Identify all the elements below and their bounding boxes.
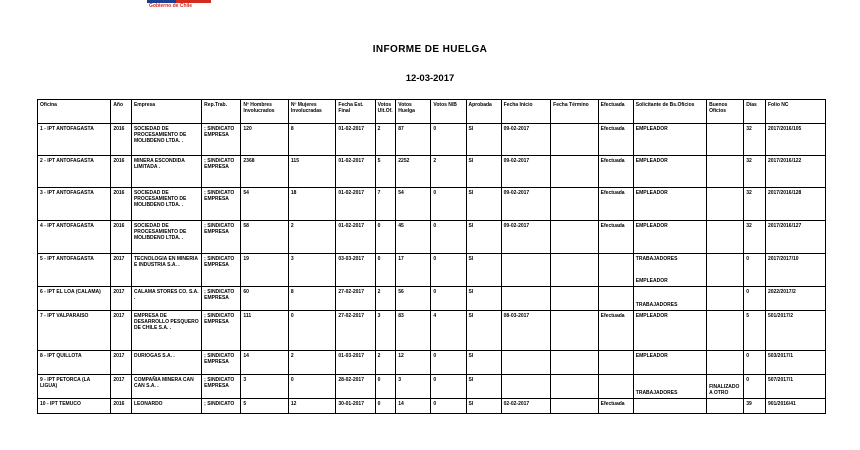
cell-empresa: COMPAÑIA MINERA CAN CAN S.A. . [131, 375, 201, 399]
table-header-row [38, 100, 826, 124]
cell-buenos-oficios [707, 221, 744, 254]
cell-aprobada: SI [466, 221, 501, 254]
cell-solicitante [633, 399, 706, 414]
cell-fecha-inicio: 09-02-2017 [501, 221, 551, 254]
cell-dias: 0 [744, 351, 766, 375]
cell-mujeres: 2 [288, 351, 336, 375]
cell-empresa: SOCIEDAD DE PROCESAMIENTO DE MOLIBDENO LTDA. . [131, 124, 201, 156]
cell-solicitante [633, 311, 706, 351]
cell-dias: 0 [744, 254, 766, 287]
cell-hombres: 5 [241, 399, 289, 414]
cell-votos-ult: 2 [375, 351, 396, 375]
cell-votos-nb: 0 [431, 287, 466, 311]
table-body [38, 124, 826, 414]
cell-oficina: 2 - IPT ANTOFAGASTA [38, 156, 111, 188]
cell-efectuada [598, 375, 633, 399]
solicitante-primary: EMPLEADOR [635, 158, 668, 164]
cell-hombres: 3 [241, 375, 289, 399]
table-row [38, 399, 826, 414]
cell-rep-trab: ; SINDICATO [202, 399, 241, 414]
cell-folio: 507/2017/1 [765, 375, 825, 399]
cell-hombres: 2368 [241, 156, 289, 188]
cell-rep-trab: ; SINDICATO EMPRESA [202, 375, 241, 399]
cell-dias: 32 [744, 124, 766, 156]
cell-buenos-oficios [707, 287, 744, 311]
column-header: Oficina [38, 100, 111, 124]
cell-buenos-oficios [707, 375, 744, 399]
cell-dias: 0 [744, 287, 766, 311]
cell-fecha-final: 27-02-2017 [336, 287, 375, 311]
cell-efectuada [598, 351, 633, 375]
cell-aprobada: SI [466, 399, 501, 414]
cell-anio: 2016 [111, 156, 132, 188]
column-header: Votos Ult.Of. [375, 100, 396, 124]
cell-solicitante [633, 221, 706, 254]
cell-votos-huelga: 83 [396, 311, 431, 351]
cell-mujeres: 3 [288, 254, 336, 287]
cell-fecha-termino [551, 287, 599, 311]
cell-efectuada [598, 287, 633, 311]
cell-fecha-final: 03-03-2017 [336, 254, 375, 287]
cell-votos-ult: 2 [375, 287, 396, 311]
column-header: Votos N/B [431, 100, 466, 124]
cell-oficina: 9 - IPT PETORCA (LA LIGUA) [38, 375, 111, 399]
cell-buenos-oficios [707, 156, 744, 188]
cell-votos-huelga: 14 [396, 399, 431, 414]
cell-fecha-final: 01-03-2017 [336, 351, 375, 375]
report-date: 12-03-2017 [405, 73, 455, 84]
cell-votos-huelga: 2252 [396, 156, 431, 188]
cell-mujeres: 0 [288, 311, 336, 351]
solicitante-primary: EMPLEADOR [635, 126, 668, 132]
cell-efectuada [598, 254, 633, 287]
solicitante-primary: EMPLEADOR [635, 353, 668, 359]
cell-mujeres: 2 [288, 221, 336, 254]
cell-solicitante [633, 287, 706, 311]
cell-dias: 32 [744, 156, 766, 188]
cell-votos-huelga: 56 [396, 287, 431, 311]
cell-votos-huelga: 87 [396, 124, 431, 156]
column-header: Folio NC [765, 100, 825, 124]
cell-fecha-termino [551, 375, 599, 399]
cell-votos-huelga: 54 [396, 188, 431, 221]
cell-empresa: EMPRESA DE DESARROLLO PESQUERO DE CHILE S.A. . [131, 311, 201, 351]
cell-rep-trab: ; SINDICATO EMPRESA [202, 311, 241, 351]
cell-votos-nb: 0 [431, 399, 466, 414]
cell-anio: 2016 [111, 124, 132, 156]
cell-empresa: CALAMA STORES CO. S.A. . [131, 287, 201, 311]
cell-solicitante [633, 124, 706, 156]
cell-fecha-termino [551, 311, 599, 351]
cell-aprobada: SI [466, 156, 501, 188]
table-row [38, 156, 826, 188]
cell-fecha-termino [551, 221, 599, 254]
cell-hombres: 54 [241, 188, 289, 221]
solicitante-primary: EMPLEADOR [635, 313, 668, 319]
cell-fecha-inicio: 09-02-2017 [501, 188, 551, 221]
cell-votos-ult: 0 [375, 221, 396, 254]
column-header: Solicitante de Bs.Oficios [633, 100, 706, 124]
cell-hombres: 60 [241, 287, 289, 311]
cell-fecha-inicio [501, 375, 551, 399]
table-row [38, 375, 826, 399]
cell-folio: 901/2016/41 [765, 399, 825, 414]
cell-mujeres: 8 [288, 287, 336, 311]
cell-votos-ult: 0 [375, 375, 396, 399]
cell-fecha-inicio [501, 254, 551, 287]
cell-votos-nb: 2 [431, 156, 466, 188]
column-header: Días [744, 100, 766, 124]
table-row [38, 351, 826, 375]
cell-efectuada: Efectuada [598, 188, 633, 221]
cell-oficina: 1 - IPT ANTOFAGASTA [38, 124, 111, 156]
cell-votos-huelga: 17 [396, 254, 431, 287]
solicitante-primary: TRABAJADORES [635, 256, 678, 262]
gobierno-logo [147, 0, 211, 17]
cell-fecha-inicio: 09-02-2017 [501, 156, 551, 188]
cell-anio: 2016 [111, 188, 132, 221]
cell-hombres: 19 [241, 254, 289, 287]
cell-fecha-final: 01-02-2017 [336, 221, 375, 254]
cell-votos-ult: 0 [375, 399, 396, 414]
cell-oficina: 10 - IPT TEMUCO [38, 399, 111, 414]
cell-mujeres: 8 [288, 124, 336, 156]
cell-fecha-final: 30-01-2017 [336, 399, 375, 414]
cell-anio: 2017 [111, 287, 132, 311]
cell-folio: 501/2017/2 [765, 311, 825, 351]
cell-buenos-oficios [707, 399, 744, 414]
cell-folio: 2017/2017/10 [765, 254, 825, 287]
cell-fecha-final: 01-02-2017 [336, 124, 375, 156]
cell-fecha-termino [551, 124, 599, 156]
cell-fecha-inicio: 09-02-2017 [501, 124, 551, 156]
report-title: INFORME DE HUELGA [372, 44, 488, 55]
cell-votos-huelga: 45 [396, 221, 431, 254]
cell-rep-trab: ; SINDICATO EMPRESA [202, 351, 241, 375]
cell-fecha-final: 01-02-2017 [336, 188, 375, 221]
column-header: Año [111, 100, 132, 124]
cell-hombres: 111 [241, 311, 289, 351]
cell-oficina: 8 - IPT QUILLOTA [38, 351, 111, 375]
cell-buenos-oficios [707, 351, 744, 375]
strike-report-table [37, 99, 826, 414]
cell-votos-ult: 5 [375, 156, 396, 188]
cell-empresa: MINERA ESCONDIDA LIMITADA . [131, 156, 201, 188]
cell-fecha-termino [551, 351, 599, 375]
cell-mujeres: 115 [288, 156, 336, 188]
cell-fecha-inicio: 08-03-2017 [501, 311, 551, 351]
cell-empresa: LEONARDO [131, 399, 201, 414]
cell-rep-trab: ; SINDICATO EMPRESA [202, 156, 241, 188]
table-row [38, 188, 826, 221]
solicitante-primary: EMPLEADOR [635, 190, 668, 196]
solicitante-secondary: TRABAJADORES [635, 389, 678, 396]
cell-efectuada: Efectuada [598, 221, 633, 254]
cell-hombres: 120 [241, 124, 289, 156]
column-header: Efectuada [598, 100, 633, 124]
cell-buenos-oficios [707, 254, 744, 287]
cell-folio: 2017/2016/128 [765, 188, 825, 221]
cell-folio: 2017/2016/105 [765, 124, 825, 156]
cell-anio: 2017 [111, 375, 132, 399]
cell-fecha-final: 28-02-2017 [336, 375, 375, 399]
column-header: Fecha Est. Final [336, 100, 375, 124]
cell-votos-nb: 0 [431, 254, 466, 287]
cell-hombres: 14 [241, 351, 289, 375]
column-header: Votos Huelga [396, 100, 431, 124]
cell-solicitante [633, 156, 706, 188]
cell-aprobada: SI [466, 254, 501, 287]
cell-fecha-inicio: 02-02-2017 [501, 399, 551, 414]
cell-dias: 32 [744, 221, 766, 254]
cell-votos-nb: 0 [431, 351, 466, 375]
cell-mujeres: 12 [288, 399, 336, 414]
column-header: Nº Mujeres Involucradas [288, 100, 336, 124]
cell-oficina: 7 - IPT VALPARAISO [38, 311, 111, 351]
cell-rep-trab: ; SINDICATO EMPRESA [202, 124, 241, 156]
cell-efectuada: Efectuada [598, 124, 633, 156]
cell-solicitante [633, 375, 706, 399]
cell-votos-ult: 3 [375, 311, 396, 351]
cell-empresa: SOCIEDAD DE PROCESAMIENTO DE MOLIBDENO LTDA. . [131, 221, 201, 254]
cell-anio: 2016 [111, 399, 132, 414]
cell-empresa: SOCIEDAD DE PROCESAMIENTO DE MOLIBDENO LTDA. . [131, 188, 201, 221]
cell-votos-huelga: 3 [396, 375, 431, 399]
cell-votos-nb: 0 [431, 188, 466, 221]
cell-aprobada: SI [466, 188, 501, 221]
cell-anio: 2017 [111, 351, 132, 375]
cell-solicitante [633, 188, 706, 221]
cell-oficina: 5 - IPT ANTOFAGASTA [38, 254, 111, 287]
cell-anio: 2017 [111, 311, 132, 351]
cell-buenos-oficios [707, 124, 744, 156]
cell-oficina: 4 - IPT ANTOFAGASTA [38, 221, 111, 254]
cell-anio: 2017 [111, 254, 132, 287]
table-row [38, 254, 826, 287]
cell-folio: 503/2017/1 [765, 351, 825, 375]
cell-dias: 5 [744, 311, 766, 351]
cell-mujeres: 0 [288, 375, 336, 399]
cell-buenos-oficios [707, 188, 744, 221]
cell-votos-nb: 0 [431, 124, 466, 156]
solicitante-secondary: TRABAJADORES [635, 301, 678, 308]
cell-mujeres: 18 [288, 188, 336, 221]
cell-aprobada: SI [466, 351, 501, 375]
cell-votos-nb: 0 [431, 221, 466, 254]
cell-fecha-inicio [501, 287, 551, 311]
cell-folio: 2017/2016/127 [765, 221, 825, 254]
cell-efectuada: Efectuada [598, 399, 633, 414]
cell-empresa: TECNOLOGIA EN MINERIA E INDUSTRIA S.A. . [131, 254, 201, 287]
cell-buenos-oficios [707, 311, 744, 351]
solicitante-secondary: EMPLEADOR [635, 277, 668, 284]
cell-dias: 0 [744, 375, 766, 399]
cell-fecha-termino [551, 254, 599, 287]
cell-rep-trab: ; SINDICATO EMPRESA [202, 254, 241, 287]
column-header: Aprobada [466, 100, 501, 124]
cell-fecha-final: 01-02-2017 [336, 156, 375, 188]
cell-solicitante [633, 254, 706, 287]
cell-fecha-inicio [501, 351, 551, 375]
buenos-oficios-value: FINALIZADO A OTRO [709, 383, 740, 396]
cell-folio: 2017/2016/122 [765, 156, 825, 188]
cell-votos-ult: 2 [375, 124, 396, 156]
solicitante-primary: EMPLEADOR [635, 223, 668, 229]
cell-oficina: 6 - IPT EL LOA (CALAMA) [38, 287, 111, 311]
cell-fecha-final: 27-02-2017 [336, 311, 375, 351]
cell-solicitante [633, 351, 706, 375]
cell-aprobada: SI [466, 311, 501, 351]
logo-text: Gobierno de Chile [149, 3, 193, 9]
cell-efectuada: Efectuada [598, 311, 633, 351]
cell-efectuada: Efectuada [598, 156, 633, 188]
column-header: Fecha Inicio [501, 100, 551, 124]
column-header: Empresa [131, 100, 201, 124]
table-row [38, 311, 826, 351]
cell-oficina: 3 - IPT ANTOFAGASTA [38, 188, 111, 221]
cell-aprobada: SI [466, 287, 501, 311]
cell-rep-trab: ; SINDICATO EMPRESA [202, 287, 241, 311]
cell-votos-nb: 0 [431, 375, 466, 399]
cell-aprobada: SI [466, 124, 501, 156]
cell-folio: 2022/2017/2 [765, 287, 825, 311]
cell-fecha-termino [551, 188, 599, 221]
cell-votos-nb: 4 [431, 311, 466, 351]
cell-aprobada: SI [466, 375, 501, 399]
table-row [38, 287, 826, 311]
cell-anio: 2016 [111, 221, 132, 254]
column-header: Fecha Término [551, 100, 599, 124]
cell-fecha-termino [551, 156, 599, 188]
cell-votos-ult: 7 [375, 188, 396, 221]
table-row [38, 124, 826, 156]
cell-hombres: 58 [241, 221, 289, 254]
column-header: Rep.Trab. [202, 100, 241, 124]
cell-dias: 32 [744, 188, 766, 221]
column-header: Nº Hombres Involucrados [241, 100, 289, 124]
cell-votos-huelga: 12 [396, 351, 431, 375]
cell-empresa: DURIOGAS S.A. . [131, 351, 201, 375]
cell-rep-trab: ; SINDICATO EMPRESA [202, 188, 241, 221]
cell-rep-trab: ; SINDICATO EMPRESA [202, 221, 241, 254]
table-row [38, 221, 826, 254]
cell-votos-ult: 0 [375, 254, 396, 287]
cell-fecha-termino [551, 399, 599, 414]
column-header: Buenos Oficios [707, 100, 744, 124]
cell-dias: 39 [744, 399, 766, 414]
